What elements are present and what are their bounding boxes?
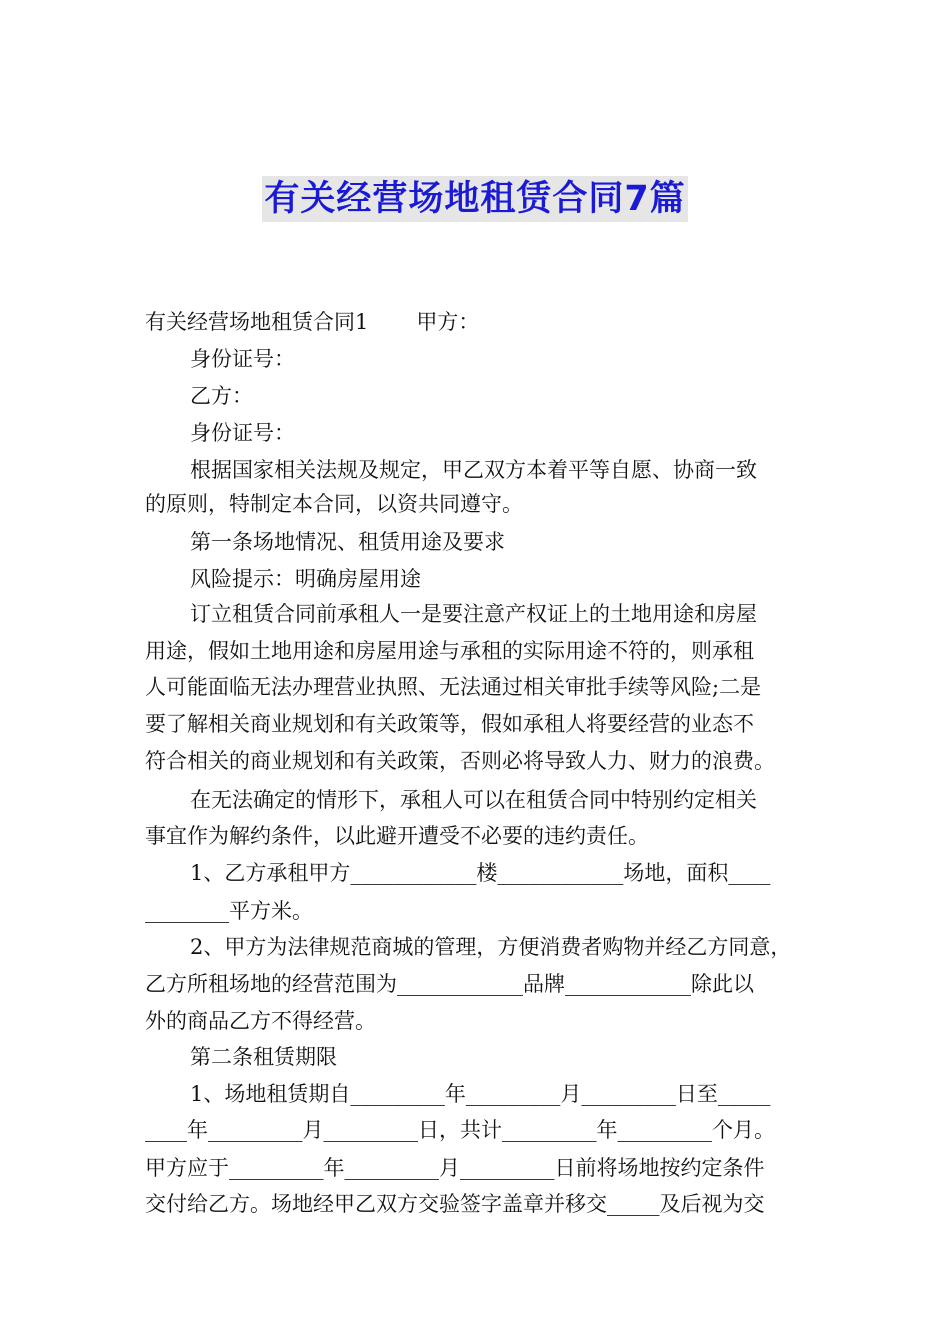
- paragraph-line: 事宜作为解约条件，以此避开遭受不必要的违约责任。: [145, 824, 649, 848]
- risk-note: 风险提示：明确房屋用途: [190, 567, 421, 591]
- paragraph-line: 甲方应于_________年_________月_________日前将场地按约定条件: [145, 1156, 765, 1180]
- party-a-label: 甲方：: [416, 310, 480, 334]
- clause-heading: 第二条租赁期限: [190, 1045, 337, 1069]
- document-title-text: 有关经营场地租赁合同7篇: [262, 176, 687, 222]
- paragraph-line: 2、甲方为法律规范商城的管理，方便消费者购物并经乙方同意，: [190, 935, 792, 959]
- paragraph-line: 的原则，特制定本合同，以资共同遵守。: [145, 492, 523, 516]
- section-heading: 有关经营场地租赁合同1: [145, 310, 369, 334]
- clause-heading: 第一条场地情况、租赁用途及要求: [190, 530, 505, 554]
- paragraph-line: ____年_________月_________日，共计_________年_________个月。: [145, 1118, 775, 1142]
- document-title: [0, 176, 950, 222]
- paragraph-line: 用途，假如土地用途和房屋用途与承租的实际用途不符的，则承租: [145, 639, 754, 663]
- paragraph-line: 订立租赁合同前承租人一是要注意产权证上的土地用途和房屋: [190, 602, 757, 626]
- paragraph-line: 交付给乙方。场地经甲乙双方交验签字盖章并移交_____及后视为交: [145, 1192, 765, 1216]
- paragraph-line: 外的商品乙方不得经营。: [145, 1009, 376, 1033]
- paragraph-line: 在无法确定的情形下，承租人可以在租赁合同中特别约定相关: [190, 788, 757, 812]
- paragraph-line: 身份证号：: [190, 347, 295, 371]
- paragraph-line: 1、场地租赁期自_________年_________月_________日至_____: [190, 1082, 771, 1106]
- section-heading-line: [145, 308, 815, 336]
- paragraph-line: 乙方所租场地的经营范围为____________品牌____________除此以: [145, 972, 754, 996]
- paragraph-line: 身份证号：: [190, 421, 295, 445]
- paragraph-line: 符合相关的商业规划和有关政策，否则必将导致人力、财力的浪费。: [145, 749, 775, 773]
- paragraph-line: 要了解相关商业规划和有关政策等，假如承租人将要经营的业态不: [145, 712, 754, 736]
- paragraph-line: 人可能面临无法办理营业执照、无法通过相关审批手续等风险;二是: [145, 675, 762, 699]
- paragraph-line: ________平方米。: [145, 899, 313, 923]
- paragraph-line: 1、乙方承租甲方____________楼____________场地，面积____: [190, 861, 771, 885]
- paragraph-line: 根据国家相关法规及规定，甲乙双方本着平等自愿、协商一致: [190, 458, 757, 482]
- paragraph-line: 乙方：: [190, 384, 253, 408]
